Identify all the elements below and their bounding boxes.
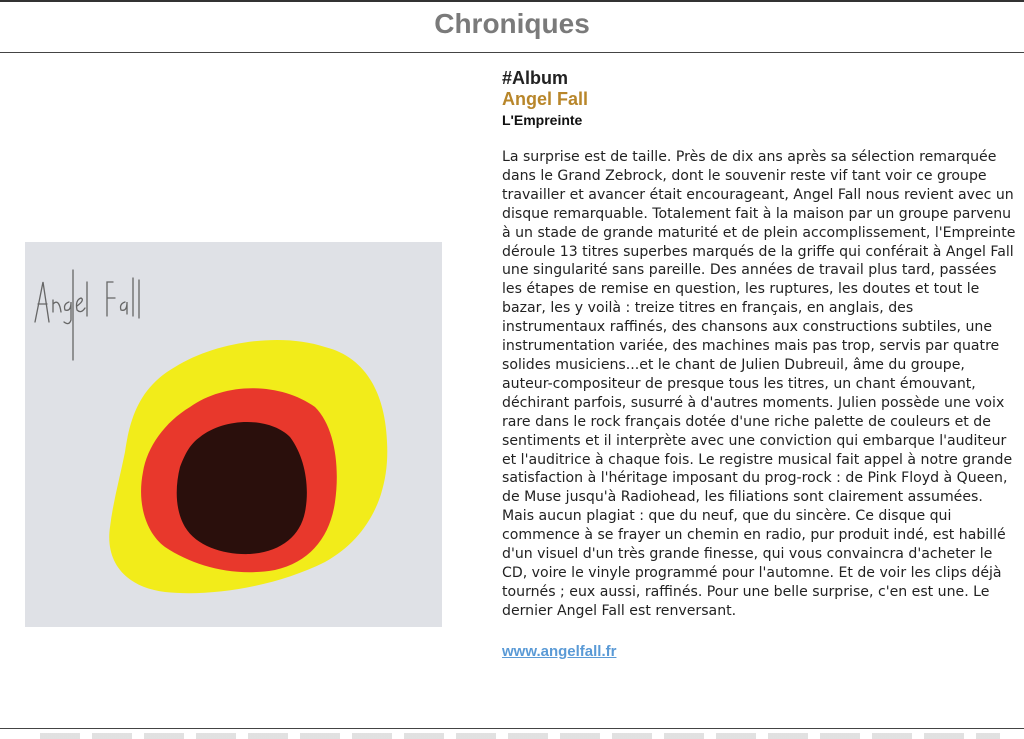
review-article [502, 67, 1017, 660]
footer-divider [0, 728, 1024, 729]
album-cover-artwork [25, 242, 442, 627]
band-website-link[interactable]: www.angelfall.fr [502, 642, 617, 660]
page-title: Chroniques [434, 8, 590, 39]
header-divider [0, 52, 1024, 53]
category-tag: #Album [502, 68, 569, 88]
footer-cutoff-text [40, 733, 1000, 739]
band-name: Angel Fall [502, 89, 589, 109]
album-title: L'Empreinte [502, 112, 583, 128]
top-rule [0, 0, 1024, 2]
review-text: La surprise est de taille. Près de dix ans après sa sélection remarquée dans le Grand Zebrock, dont le souvenir reste vif tant voir ce groupe travailler et avancer était encourageant, Angel Fall nous revient avec un disque remarquable. Totalement fait à la maison par un groupe parvenu à un stade de grande maturité et de plein accomplissement, l'Empreinte déroule 13 titres superbes marqués de la griffe qui conférait à Angel Fall une singularité sans pareille. Des années de travail plus tard, passées les étapes de remise en question, les ruptures, les doutes et tout le bazar, les y voilà : treize titres en français, en anglais, des instrumentaux raffinés, des chansons aux constructions subtiles, une instrumentation variée, des machines mais pas trop, servis par quatre solides musiciens...et le chant de Julien Dubreuil, âme du groupe, auteur-compositeur de presque tous les titres, un chant émouvant, déchirant parfois, susurré à d'autres moments. Julien possède une voix rare dans le rock français dotée d'une riche palette de couleurs et de sentiments et il interprète avec une conviction qui embarque l'auditeur et l'auditrice à chaque fois. Le registre musical fait appel à notre grande satisfaction à l'héritage imposant du prog-rock : de Pink Floyd à Queen, de Muse jusqu'à Radiohead, les filiations sont clairement assumées. Mais aucun plagiat : que du neuf, que du sincère. Ce disque qui commence à se frayer un chemin en radio, pur produit indé, est habillé d'un visuel d'un très grande finesse, qui vous convaincra d'acheter le CD, voire le vinyle programmé pour l'automne. Et de voir les clips déjà tournés ; eux aussi, raffinés. Pour une belle surprise, c'en est une. Le dernier Angel Fall est renversant. [502, 149, 1016, 619]
album-cover-image [25, 242, 442, 627]
